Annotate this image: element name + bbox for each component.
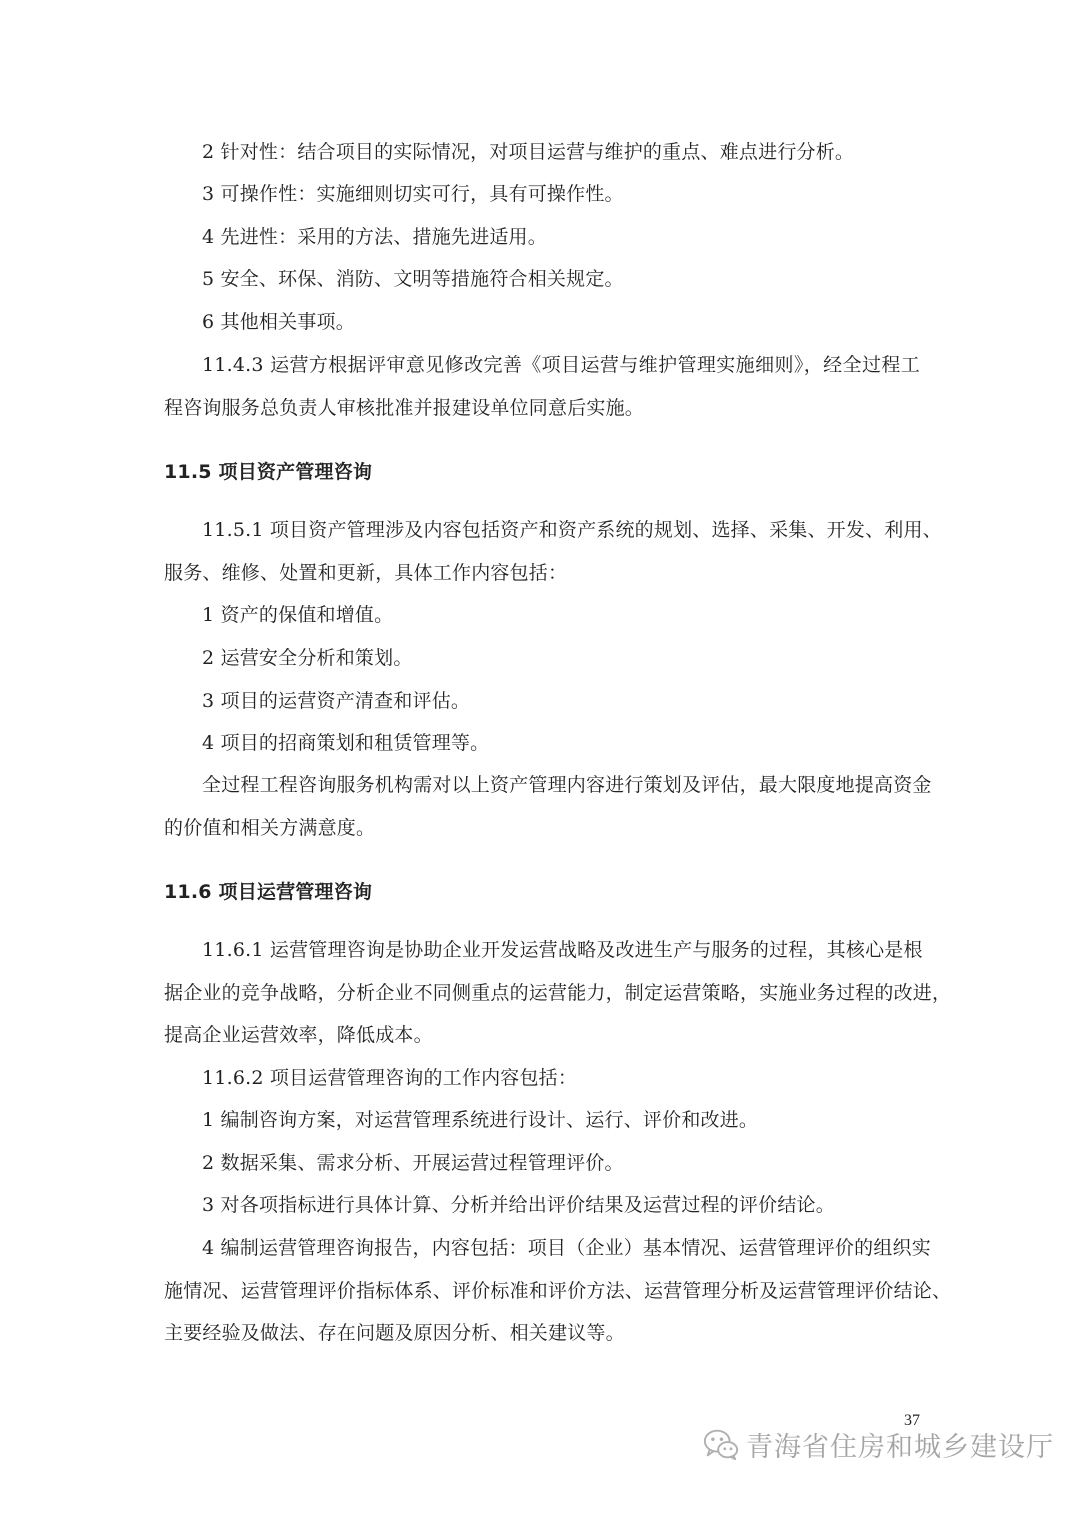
list-item: 1 资产的保值和增值。: [202, 604, 394, 626]
list-item: 1 编制咨询方案，对运营管理系统进行设计、运行、评价和改进。: [202, 1109, 759, 1131]
clause-11-5-1-continued: 服务、维修、处置和更新，具体工作内容包括：: [164, 562, 568, 584]
list-item: 4 项目的招商策划和租赁管理等。: [202, 732, 490, 754]
list-item: 5 安全、环保、消防、文明等措施符合相关规定。: [202, 268, 624, 290]
section-heading-11-6: 11.6 项目运营管理咨询: [164, 881, 373, 903]
clause-11-6-1-end: 提高企业运营效率，降低成本。: [164, 1024, 433, 1046]
section-heading-11-5: 11.5 项目资产管理咨询: [164, 461, 373, 483]
list-item-end: 主要经验及做法、存在问题及原因分析、相关建议等。: [164, 1322, 625, 1344]
clause-11-5-1: 11.5.1 项目资产管理涉及内容包括资产和资产系统的规划、选择、采集、开发、利用、: [202, 519, 942, 541]
watermark-text: 青海省住房和城乡建设厅: [746, 1431, 1054, 1463]
list-item: 2 针对性：结合项目的实际情况，对项目运营与维护的重点、难点进行分析。: [202, 141, 855, 163]
clause-11-6-1: 11.6.1 运营管理咨询是协助企业开发运营战略及改进生产与服务的过程，其核心是根: [202, 939, 923, 961]
asset-note: 全过程工程咨询服务机构需对以上资产管理内容进行策划及评估，最大限度地提高资金: [202, 774, 932, 796]
list-item: 2 运营安全分析和策划。: [202, 647, 413, 669]
asset-note-continued: 的价值和相关方满意度。: [164, 817, 376, 839]
clause-11-4-3-continued: 程咨询服务总负责人审核批准并报建设单位同意后实施。: [164, 397, 645, 419]
wechat-icon: [702, 1425, 740, 1463]
list-item: 3 可操作性：实施细则切实可行，具有可操作性。: [202, 183, 624, 205]
list-item: 2 数据采集、需求分析、开展运营过程管理评价。: [202, 1152, 624, 1174]
clause-11-4-3: 11.4.3 运营方根据评审意见修改完善《项目运营与维护管理实施细则》，经全过程工: [202, 354, 920, 376]
watermark: [702, 1424, 1054, 1464]
clause-11-6-1-continued: 据企业的竞争战略，分析企业不同侧重点的运营能力，制定运营策略，实施业务过程的改进，: [164, 982, 952, 1004]
list-item: 3 对各项指标进行具体计算、分析并给出评价结果及运营过程的评价结论。: [202, 1194, 835, 1216]
clause-11-6-2: 11.6.2 项目运营管理咨询的工作内容包括：: [202, 1067, 578, 1089]
list-item-continued: 施情况、运营管理评价指标体系、评价标准和评价方法、运营管理分析及运营管理评价结论、: [164, 1280, 952, 1302]
list-item: 4 先进性：采用的方法、措施先进适用。: [202, 226, 547, 248]
list-item: 4 编制运营管理咨询报告，内容包括：项目（企业）基本情况、运营管理评价的组织实: [202, 1237, 931, 1259]
list-item: 6 其他相关事项。: [202, 311, 355, 333]
page-number: 37: [904, 1412, 920, 1429]
list-item: 3 项目的运营资产清查和评估。: [202, 690, 471, 712]
